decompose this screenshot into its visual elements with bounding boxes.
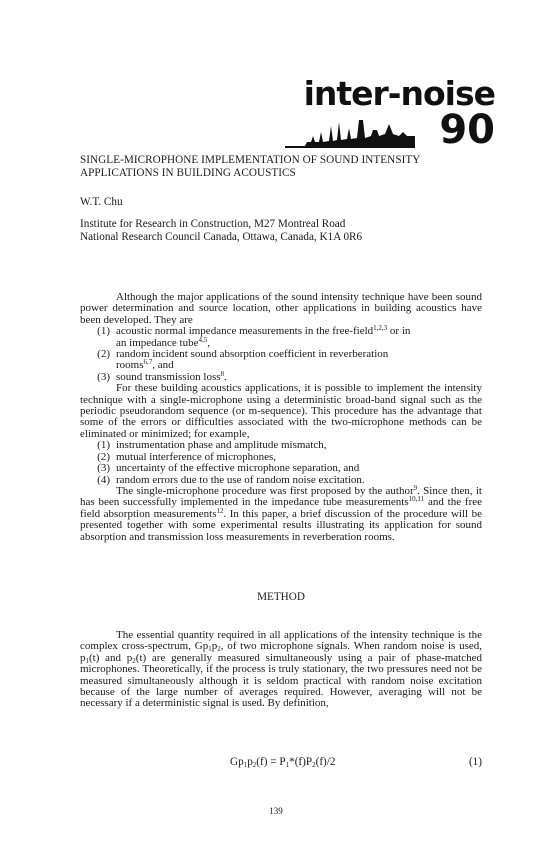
equation-number: (1): [468, 756, 482, 768]
list-item: [80, 440, 482, 451]
logo-year: 90: [439, 107, 495, 153]
paragraph: The essential quantity required in all applications of the intensity technique is the complex cross-spectrum, $Gp_1p_2$, of two microphone signals. When random noise is used, $p_1(t)$ and $p_2(t)$ are generally measured simultaneously using a pair of phase-matched microphones. Theoretically, if the process is truly stationary, the two pressures need not be measured simultaneously although it is seldom practical with random noise excitation because of the large number of averages required. However, averaging will not be necessary if a deterministic signal is used. By definition,: [80, 629, 482, 710]
title-line: SINGLE-MICROPHONE IMPLEMENTATION OF SOUND INTENSITY: [80, 154, 421, 166]
introduction: [80, 292, 482, 543]
list-item: [80, 326, 482, 349]
paragraph: Although the major applications of the sound intensity technique have been sound power determination and source location, other applications in building acoustics have been developed. They are: [80, 291, 482, 326]
list-number: (1): [97, 439, 110, 452]
list-text: uncertainty of the effective microphone separation, and: [116, 462, 360, 475]
logo-wordmark: inter-noise: [303, 74, 495, 113]
list-number: (4): [97, 473, 110, 486]
paper-title: [80, 154, 420, 180]
list-text: acoustic normal impedance measurements in the free-field$^{1,2,3}$ or in an impedance tube$^{4,5}$,: [116, 324, 411, 349]
list-number: (3): [97, 462, 110, 475]
list-item: [80, 349, 482, 372]
equation-formula: $Gp_1p_2(f) = P_1*(f)P_2(f)/2$: [230, 756, 336, 769]
list-item: [80, 463, 482, 474]
list-text: random errors due to the use of random noise excitation.: [116, 473, 365, 486]
title-line: APPLICATIONS IN BUILDING ACOUSTICS: [80, 167, 296, 179]
paragraph: The single-microphone procedure was first proposed by the author$^9$. Since then, it has been successfully implemented in the impedance tube measurements$^{10,11}$ and the free field absorption measurements$^{12}$. In this paper, a brief discussion of the procedure will be presented together with some experimental results illustrating its application for sound absorption and transmission loss measurements in reverberation rooms.: [80, 483, 482, 543]
list-number: (1): [97, 325, 110, 338]
list-text: random incident sound absorption coefficient in reverberation rooms$^{6,7}$, and: [116, 348, 389, 372]
list-number: (2): [97, 348, 110, 361]
conference-logo: [285, 74, 495, 153]
page-number: 139: [269, 806, 283, 816]
section-heading: METHOD: [257, 591, 305, 603]
list-text: sound transmission loss$^8$.: [116, 369, 227, 383]
list-text: instrumentation phase and amplitude mismatch,: [116, 439, 327, 452]
list-number: (2): [97, 450, 110, 463]
affiliation-line: National Research Council Canada, Ottawa, Canada, K1A 0R6: [80, 231, 363, 243]
method-section: [80, 630, 482, 710]
affiliation: [80, 218, 362, 244]
list-number: (3): [97, 370, 110, 383]
list-text: mutual interference of microphones,: [116, 450, 277, 463]
city-skyline-icon: [285, 114, 415, 148]
author: W.T. Chu: [80, 196, 123, 208]
affiliation-line: Institute for Research in Construction, M27 Montreal Road: [80, 218, 346, 230]
paragraph: For these building acoustics applications, it is possible to implement the intensity technique with a single-microphone using a deterministic broad-band signal such as the periodic pseudorandom sequence (or m-sequence). This procedure has the advantage that some of the errors or difficulties associated with the two-microphone methods can be eliminated or minimized; for example,: [80, 382, 482, 440]
